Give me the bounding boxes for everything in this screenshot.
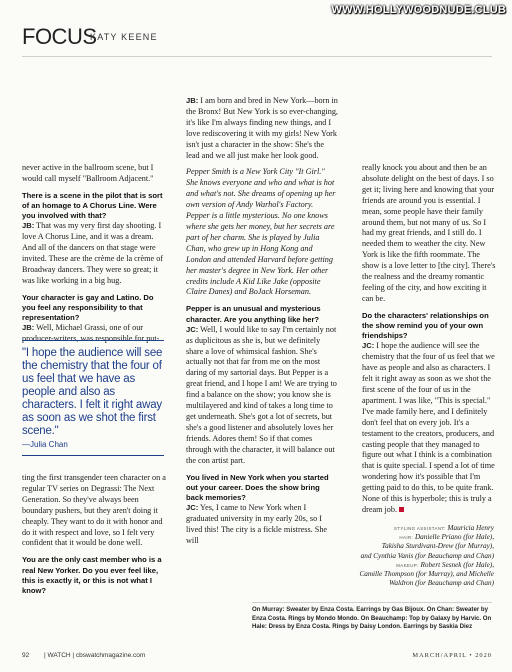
speaker-label: JC: (362, 341, 375, 351)
answer-text: Well, I would like to say I'm certainly not as duplicitous as she is, but we definitely share a love of whimsical fashion. She's actually not that far from me on the most daring of my sartorial days. But Pepper is a great friend, and I hope I am! We are trying to find a balance on the show; you know she is multilayered and kind of takes a long time to get underneath. She's got a lot of secrets, but she's a good listener and absolutely loves her friends. Adores them! So if that comes through with the character, it will balance out the con artist part. (186, 324, 337, 465)
column-2 (186, 96, 338, 553)
answer (22, 221, 166, 286)
stylist-role: STYLING ASSISTANT: (393, 526, 446, 531)
col1-paragraph: ting the first transgender teen character on a regular TV series on Degrassi: The Next Generation. So they've always been boundary pushers, but they aren't doing it cheaply. They want to do it with honor and do it with respect and love, so I felt very confident that it would be done well. (22, 473, 166, 548)
question: Your character is gay and Latino. Do you feel any responsibility to that representation? (22, 292, 154, 323)
stylist-line: Camille Thompson (for Murray), and Michelle (359, 570, 494, 579)
stylist-line (318, 561, 494, 570)
stylist-name: Danielle Priano (for Hale), (414, 533, 494, 542)
column-3 (362, 163, 496, 522)
pull-quote (22, 340, 164, 456)
answer-text: Well, Michael Grassi, one of our producer-writers, was responsible for put- (22, 323, 160, 344)
column-1-continued (22, 473, 166, 596)
fashion-credits: On Murray: Sweater by Enza Costa. Earrings by Gas Bijoux. On Chan: Sweater by Enza Costa. Rings by Mondo Mondo. On Beauchamp: Top by Galaxy by Harvic. On Hale: Dress by Enza Costa. Rings by Daisy London. Earrings by Saskia Diez (252, 602, 492, 632)
speaker-label: JC: (186, 503, 199, 513)
question: There is a scene in the pilot that is sort of an homage to A Chorus Line. Were you involved with that? (22, 190, 163, 221)
focus-label: FOCUS (22, 24, 97, 49)
stylist-role: MAKEUP: (396, 562, 419, 568)
answer-text: That was my very first day shooting. I love A Chorus Line, and it was a dream. And all of the dancers on that stage were invited. These are the crème de la crème of Broadway dancers. They were so great; it was like working in a big hug. (22, 221, 164, 285)
issue-date: MARCH/APRIL • 2020 (412, 652, 492, 659)
character-intro: Pepper Smith is a New York City "It Girl." She knows everyone and who and what is hot and what's not. She dreams of opening up her own version of Andy Warhol's Factory. Pepper is a little mysterious. No one knows where she gets her money, but her secrets are part of her charm. She is played by Julia Chan, who grew up in Hong Kong and London and attended Harvard before getting her master's degree in New York. Her other credits include A Kid Like Jake (opposite Claire Danes) and BoJack Horseman. (186, 167, 336, 297)
page-number: 92 (22, 652, 30, 659)
pull-quote-text: "I hope the audience will see the chemistry that the four of us feel that we have as people and also as characters. I felt it right away as soon as we shot the first scene." (22, 347, 163, 437)
answer-text: I hope the audience will see the chemistry that the four of us feel that we have as people and also as characters. I felt it right away as soon as we shot the first scene of the four of us in the apartment. I was like, "This is special." I've made family here, and I definitely don't feel that on every job. It's a testament to the creators, producers, and casting people that they managed to figure out what I think is a combination that is quite special. I spend a lot of time wondering how it's possible that I'm getting paid to do this, to be quite frank. None of this is hyperbole; this is truly a dream job. (362, 341, 495, 514)
col1-paragraph: never active in the ballroom scene, but I would call myself "Ballroom Adjacent." (22, 163, 154, 183)
col3-paragraph: really knock you about and then be an absolute delight on the best of days. I so get it; living here and knowing that your friends are around you is essential. I mean, some people have their family around them, but not many of us. So I had my great friends, and I still do. I needed them to weather the city. New York is like the fifth roommate. The show is a love letter to [the city]. There's the realness and the dreamy romantic feeling of the city, and how exciting it can be. (362, 163, 496, 303)
question: Do the characters' relationships on the show remind you of your own friendships? (362, 310, 489, 341)
header-rule (22, 56, 492, 57)
stylist-name: Robert Sesnek (for Hale), (420, 560, 494, 569)
magazine-site: | WATCH | cbswatchmagazine.com (44, 652, 146, 659)
stylist-line (318, 533, 494, 542)
pull-quote-attribution: —Julia Chan (22, 440, 68, 449)
stylist-line: Takisha Sturdivant-Drew (for Murray), (381, 542, 494, 551)
answer (186, 503, 338, 547)
stylist-line: Waldron (for Beauchamp and Chan) (389, 579, 494, 588)
watermark: WWW.HOLLYWOODNUDE.CLUB (331, 4, 506, 16)
speaker-label: JB: (22, 323, 35, 333)
stylist-name: Mauricia Henry (447, 524, 494, 532)
stylist-line (318, 524, 494, 533)
stylist-credits (318, 524, 494, 588)
section-title: KATY KEENE (90, 32, 158, 42)
question: You are the only cast member who is a real New Yorker. Do you ever feel like, this is exactly it, or this is not what I know? (22, 555, 162, 595)
answer (186, 325, 338, 467)
stylist-role: HAIR: (399, 535, 414, 541)
page-header (22, 24, 492, 52)
speaker-label: JC: (186, 324, 199, 334)
answer-text: I am born and bred in New York—born in the Bronx! But New York is so ever-changing, it's like I'm always finding new things, and I love rediscovering it with my girls! New York isn't just a character in the show: She's the lead and we all just make her look good. (186, 96, 338, 160)
column-1 (22, 163, 166, 351)
question: Pepper is an unusual and mysterious character. Are you anything like her? (186, 304, 321, 324)
speaker-label: JB: (22, 221, 35, 231)
answer (186, 96, 338, 161)
speaker-label: JB: (186, 96, 199, 105)
end-mark-icon (399, 507, 404, 512)
answer-text: Yes, I came to New York when I graduated university in my early 20s, so I lived this! The city is a fickle mistress. She will (186, 503, 328, 545)
answer (362, 341, 496, 516)
stylist-line: and Cynthia Vanis (for Beauchamp and Chan) (360, 551, 494, 560)
question: You lived in New York when you started out your career. Does the show bring back memories? (186, 472, 329, 502)
